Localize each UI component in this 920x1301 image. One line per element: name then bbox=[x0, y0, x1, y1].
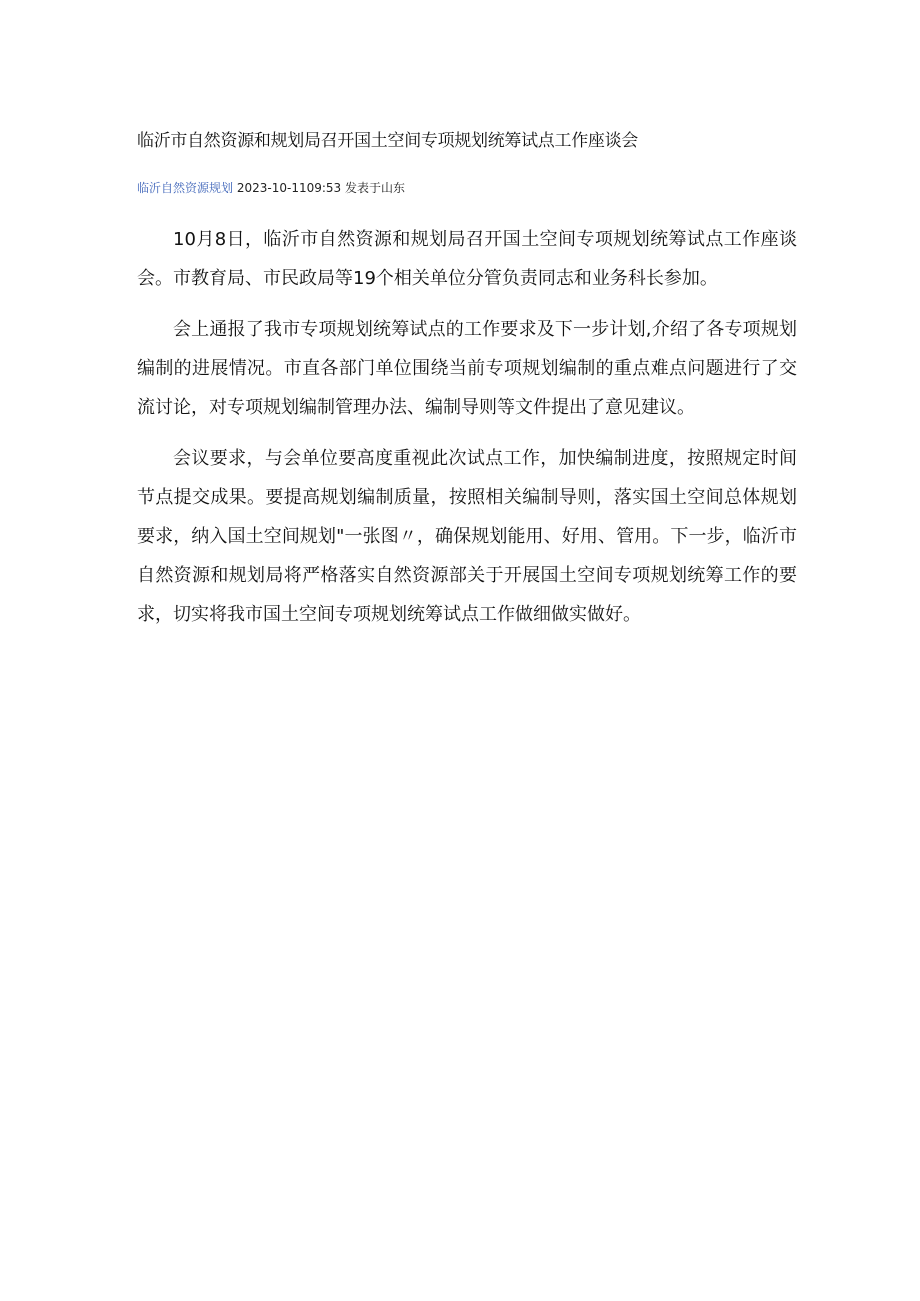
article-meta bbox=[137, 180, 797, 196]
article-body bbox=[137, 220, 797, 634]
paragraph-1: 10月8日，临沂市自然资源和规划局召开国土空间专项规划统筹试点工作座谈会。市教育局、市民政局等19个相关单位分管负责同志和业务科长参加。 bbox=[137, 229, 797, 289]
paragraph-2: 会上通报了我市专项规划统筹试点的工作要求及下一步计划,介绍了各专项规划编制的进展情况。市直各部门单位围绕当前专项规划编制的重点难点问题进行了交流讨论，对专项规划编制管理办法、编制导则等文件提出了意见建议。 bbox=[137, 319, 797, 418]
article bbox=[137, 128, 797, 646]
paragraph-3: 会议要求，与会单位要高度重视此次试点工作，加快编制进度，按照规定时间节点提交成果。要提高规划编制质量，按照相关编制导则，落实国土空间总体规划要求，纳入国土空间规划"一张图〃，确保规划能用、好用、管用。下一步，临沂市自然资源和规划局将严格落实自然资源部关于开展国土空间专项规划统筹工作的要求，切实将我市国土空间专项规划统筹试点工作做细做实做好。 bbox=[137, 448, 797, 625]
publish-location: 发表于山东 bbox=[345, 181, 406, 195]
publish-datetime: 2023-10-1109:53 bbox=[236, 181, 342, 195]
article-title: 临沂市自然资源和规划局召开国土空间专项规划统筹试点工作座谈会 bbox=[137, 131, 638, 151]
source-account-link[interactable]: 临沂自然资源规划 bbox=[137, 181, 234, 195]
